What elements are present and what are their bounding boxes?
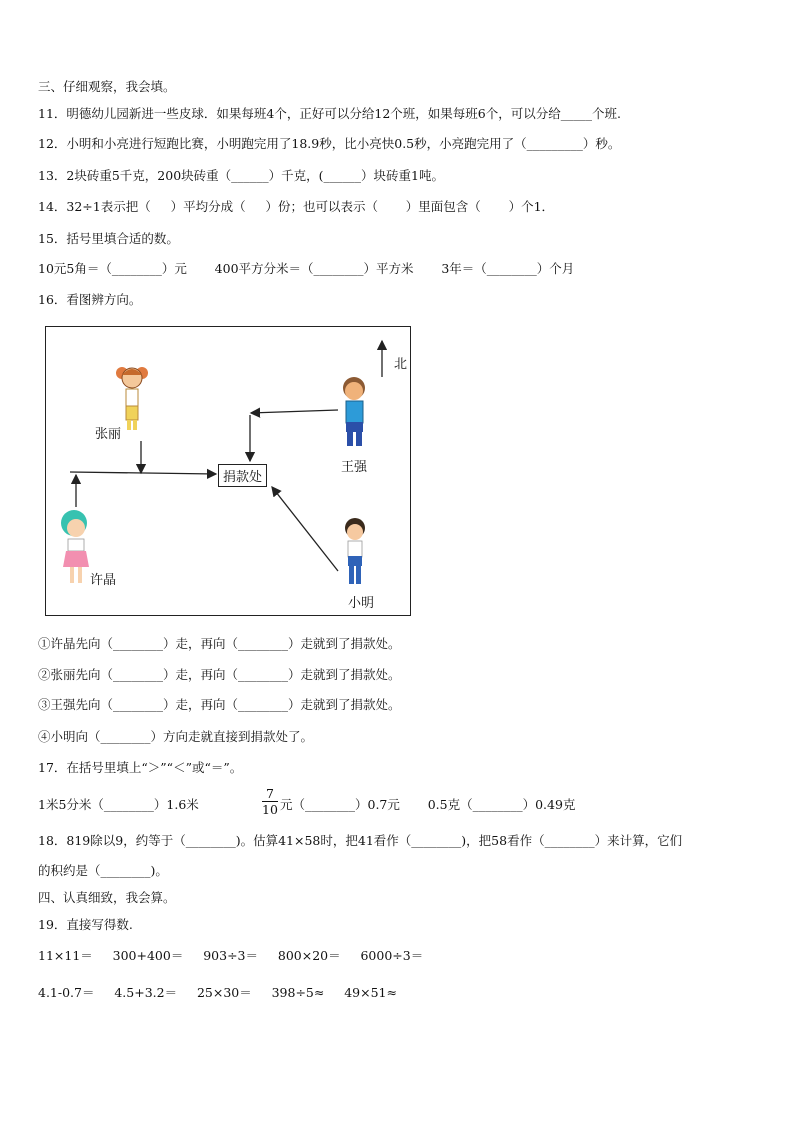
question-15: 15．括号里填合适的数。 [38,231,179,246]
xujing-east-arrow [70,472,216,474]
question-18-line-1: 18．819除以9，约等于（________)。估算41×58时，把41看作（________)，把58看作（________）来计算，它们 [38,833,683,848]
xiaoming-arrow [272,487,338,571]
donation-box: 捐款处 [218,464,267,487]
fraction-7-10 [262,786,278,817]
zhangli-label: 张丽 [95,427,122,442]
section-heading-4: 四、认真细致，我会算。 [38,890,176,905]
question-17: 17．在括号里填上“＞”“＜”或“＝”。 [38,760,243,775]
question-16-3: ③王强先向（________）走，再向（________）走就到了捐款处。 [38,697,401,712]
question-15-blanks: 10元5角＝（________）元 400平方分米＝（________）平方米 3年＝（________）个月 [38,261,575,276]
question-16-2: ②张丽先向（________）走，再向（________）走就到了捐款处。 [38,667,401,682]
question-17-b: 元（________）0.7元 0.5克（________）0.49克 [280,797,576,812]
section-heading-3: 三、仔细观察，我会填。 [38,79,176,94]
question-16-1: ①许晶先向（________）走，再向（________）走就到了捐款处。 [38,636,401,651]
question-19-row-1: 11×11＝ 300+400＝ 903÷3＝ 800×20＝ 6000÷3＝ [38,948,424,963]
question-12: 12．小明和小亮进行短跑比赛，小明跑完用了18.9秒，比小亮快0.5秒，小亮跑完用了（_________）秒。 [38,136,621,151]
fraction-denominator: 10 [262,802,278,817]
question-19-row-2: 4.1-0.7＝ 4.5+3.2＝ 25×30＝ 398÷5≈ 49×51≈ [38,985,397,1000]
question-18-line-2: 的积约是（________)。 [38,863,168,878]
wangqiang-west-arrow [251,410,338,413]
wangqiang-label: 王强 [341,460,368,475]
question-17-a: 1米5分米（________）1.6米 [38,797,199,812]
xiaoming-label: 小明 [348,596,375,611]
direction-diagram [45,326,411,616]
xujing-label: 许晶 [90,573,117,588]
question-16-4: ④小明向（________）方向走就直接到捐款处了。 [38,729,314,744]
question-14: 14．32÷1表示把（ ）平均分成（ ）份；也可以表示（ ）里面包含（ ）个1． [38,199,555,214]
xiaoming-figure [345,518,365,584]
question-19: 19．直接写得数. [38,917,133,932]
xujing-figure [61,510,89,583]
question-13: 13．2块砖重5千克，200块砖重（______）千克，(______）块砖重1吨。 [38,168,445,183]
wangqiang-figure [343,377,365,446]
question-16: 16．看图辨方向。 [38,292,142,307]
fraction-numerator: 7 [266,786,274,801]
zhangli-figure [116,367,148,430]
north-label: 北 [394,357,408,372]
question-11: 11．明德幼儿园新进一些皮球．如果每班4个，正好可以分给12个班，如果每班6个，可以分给_____个班. [38,106,621,121]
